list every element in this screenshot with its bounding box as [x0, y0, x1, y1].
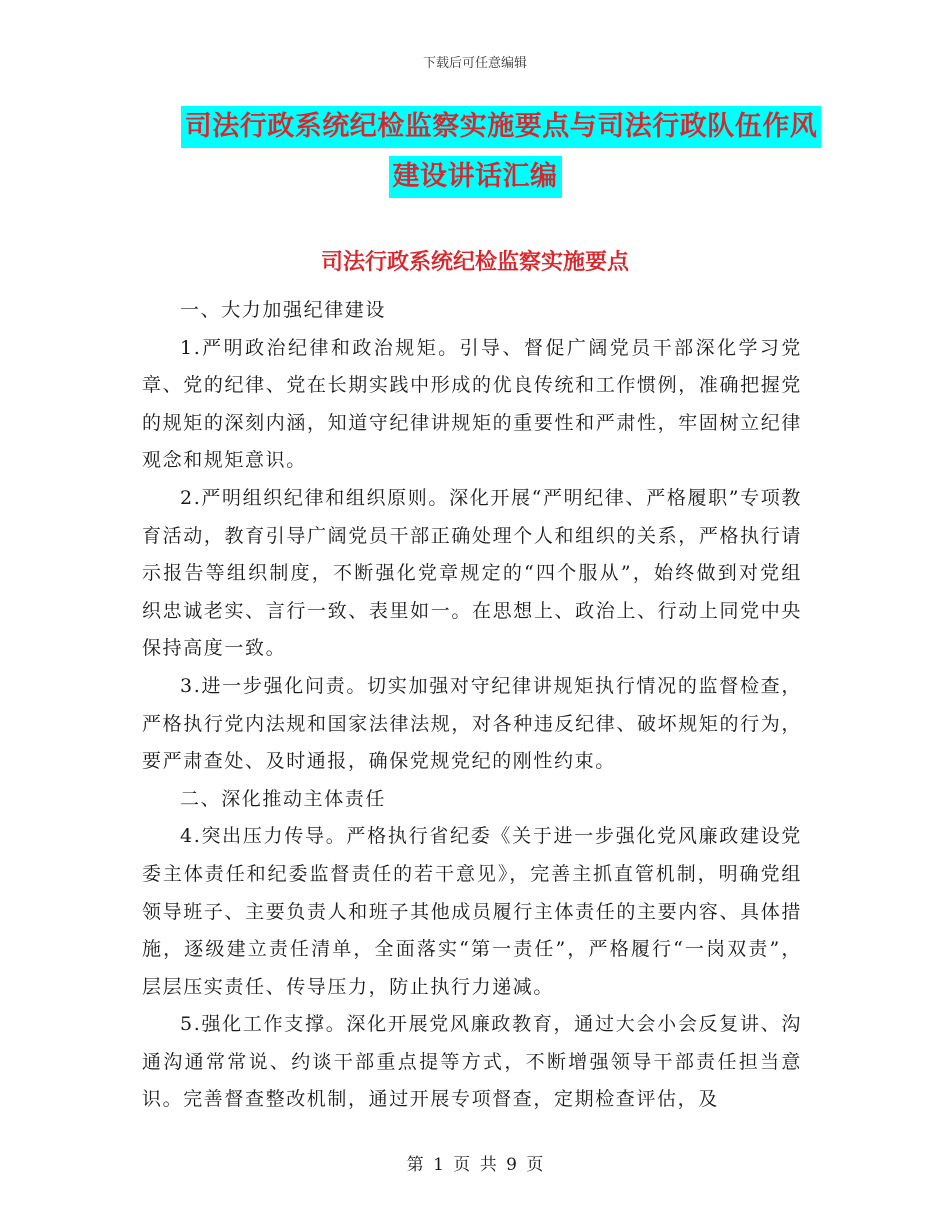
paragraph-item-2: 2.严明组织纪律和组织原则。深化开展“严明纪律、严格履职”专项教育活动，教育引导广阔党员干部正确处理个人和组织的关系，严格执行请示报告等组织制度，不断强化党章规定的“四个服从”，始终做到对党组织忠诚老实、言行一致、表里如一。在思想上、政治上、行动上同党中央保持高度一致。: [142, 486, 802, 660]
heading-section-2: 二、深化推动主体责任: [180, 787, 387, 810]
heading-section-1: 一、大力加强纪律建设: [180, 299, 387, 321]
paragraph-item-5: 5.强化工作支撑。深化开展党风廉政教育，通过大会小会反复讲、沟通沟通常常说、约谈干部重点提等方式，不断增强领导干部责任担当意识。完善督查整改机制，通过开展专项督查，定期检查评估，及: [142, 1013, 802, 1111]
paragraph-item-1: 1.严明政治纪律和政治规矩。引导、督促广阔党员干部深化学习党章、党的纪律、党在长期实践中形成的优良传统和工作惯例，准确把握党的规矩的深刻内涵，知道守纪律讲规矩的重要性和严肃性，牢固树立纪律观念和规矩意识。: [142, 336, 802, 472]
document-title: [0, 106, 950, 198]
document-body: [142, 292, 802, 1119]
paragraph-item-4: 4.突出压力传导。严格执行省纪委《关于进一步强化党风廉政建设党委主体责任和纪委监督责任的若干意见》，完善主抓直管机制，明确党组领导班子、主要负责人和班子其他成员履行主体责任的主要内容、具体措施，逐级建立责任清单，全面落实“第一责任”，严格履行“一岗双责”，层层压实责任、传导压力，防止执行力递减。: [142, 825, 802, 998]
document-title-line-2: 建设讲话汇编: [389, 156, 562, 198]
paragraph-item-3: 3.进一步强化问责。切实加强对守纪律讲规矩执行情况的监督检查，严格执行党内法规和国家法律法规，对各种违反纪律、破坏规矩的行为，要严肃查处、及时通报，确保党规党纪的刚性约束。: [142, 674, 802, 773]
page-header-note: 下载后可任意编辑: [422, 56, 527, 71]
page-number: 第 1 页 共 9 页: [406, 1155, 544, 1175]
document-title-line-1: 司法行政系统纪检监察实施要点与司法行政队伍作风: [181, 106, 822, 148]
section-title: 司法行政系统纪检监察实施要点: [320, 249, 629, 275]
